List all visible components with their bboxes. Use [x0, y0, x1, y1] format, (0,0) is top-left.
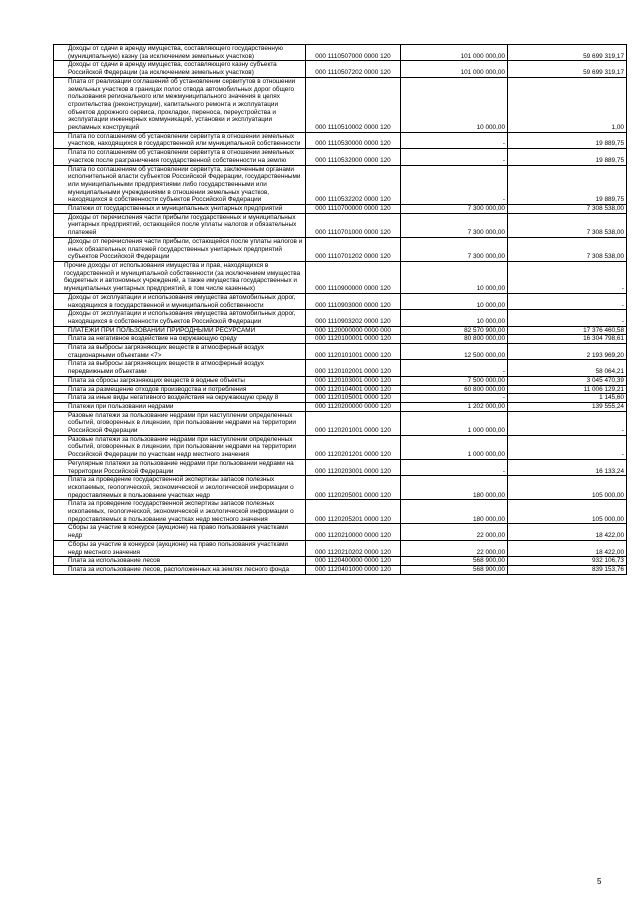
table-row — [54, 459, 627, 475]
row-code: 000 1120101001 0000 120 — [306, 344, 401, 360]
table-row — [54, 310, 627, 326]
row-code: 000 1120103001 0000 120 — [306, 376, 401, 385]
row-fact-amount: 16 133,24 — [508, 459, 627, 475]
row-fact-amount: - — [508, 293, 627, 309]
row-code: 000 1120400000 0000 120 — [306, 557, 401, 566]
row-plan-amount: - — [401, 394, 508, 403]
table-row — [54, 394, 627, 403]
row-plan-amount: 7 300 000,00 — [401, 213, 508, 237]
table-row — [54, 213, 627, 237]
row-code: 000 1120205001 0000 120 — [306, 476, 401, 500]
row-fact-amount: 139 555,24 — [508, 402, 627, 411]
row-plan-amount: 22 000,00 — [401, 524, 508, 540]
row-fact-amount: 59 699 319,17 — [508, 45, 627, 61]
row-name: Доходы от сдачи в аренду имущества, составляющего государственную (муниципальную) казну (за исключением земельных участков) — [54, 45, 306, 61]
row-name: Плата за размещение отходов производства и потребления — [54, 385, 306, 394]
row-code: 000 1110510002 0000 120 — [306, 77, 401, 132]
table-row — [54, 165, 627, 205]
row-fact-amount: 932 106,73 — [508, 557, 627, 566]
row-fact-amount: 19 889,75 — [508, 132, 627, 148]
row-name: Платежи при пользовании недрами — [54, 402, 306, 411]
row-plan-amount: 7 300 000,00 — [401, 237, 508, 261]
row-code: 000 1110701000 0000 120 — [306, 213, 401, 237]
row-fact-amount: - — [508, 411, 627, 435]
row-code: 000 1110700000 0000 120 — [306, 205, 401, 214]
row-fact-amount: - — [508, 435, 627, 459]
row-code: 000 1120210000 0000 120 — [306, 524, 401, 540]
row-plan-amount: - — [401, 149, 508, 165]
table-row — [54, 237, 627, 261]
row-plan-amount: - — [401, 165, 508, 205]
table-row — [54, 566, 627, 575]
row-code: 000 1120104001 0000 120 — [306, 385, 401, 394]
row-plan-amount: 10 000,00 — [401, 261, 508, 293]
row-fact-amount: 2 193 969,20 — [508, 344, 627, 360]
row-name: Доходы от сдачи в аренду имущества, составляющего казну субъекта Российской Федерации (за исключением земельных участков) — [54, 61, 306, 77]
table-row — [54, 476, 627, 500]
row-code: 000 1120000000 0000 000 — [306, 326, 401, 335]
table-row — [54, 132, 627, 148]
row-fact-amount: 11 006 129,21 — [508, 385, 627, 394]
row-code: 000 1110900000 0000 120 — [306, 261, 401, 293]
row-plan-amount: 7 300 000,00 — [401, 205, 508, 214]
row-plan-amount: 1 000 000,00 — [401, 435, 508, 459]
table-row — [54, 385, 627, 394]
row-plan-amount: 7 500 000,00 — [401, 376, 508, 385]
row-fact-amount: 18 422,00 — [508, 524, 627, 540]
table-row — [54, 540, 627, 556]
row-plan-amount: 1 202 000,00 — [401, 402, 508, 411]
row-code: 000 1110532000 0000 120 — [306, 149, 401, 165]
row-plan-amount: 22 000,00 — [401, 540, 508, 556]
row-fact-amount: 105 000,00 — [508, 500, 627, 524]
row-name: Доходы от перечисления части прибыли государственных и муниципальных унитарных предприятий, остающейся после уплаты налогов и обязательных платежей — [54, 213, 306, 237]
row-code: 000 1120201001 0000 120 — [306, 411, 401, 435]
row-fact-amount: 3 045 470,39 — [508, 376, 627, 385]
row-fact-amount: 19 889,75 — [508, 165, 627, 205]
row-code: 000 1120203001 0000 120 — [306, 459, 401, 475]
table-row — [54, 293, 627, 309]
row-name: Плата от реализации соглашений об установлении сервитутов в отношении земельных участков в границах полос отвода автомобильных дорог общего пользования регионального или межмуниципального значения в целях строительства (реконструкции), капитального ремонта и эксплуатации объектов дорожного сервиса, прокладки, переноса, переустройства и эксплуатации инженерных коммуникаций, установки и эксплуатации рекламных конструкций — [54, 77, 306, 132]
row-name: Разовые платежи за пользование недрами при наступлении определенных событий, оговоренных в лицензии, при пользовании недрами на территории Российской Федерации — [54, 411, 306, 435]
row-code: 000 1110532202 0000 120 — [306, 165, 401, 205]
row-name: Прочие доходы от использования имущества и прав, находящихся в государственной и муниципальной собственности (за исключением имущества бюджетных и автономных учреждений, а также имущества государственных и муниципальных унитарных предприятий, в том числе казенных) — [54, 261, 306, 293]
row-name: Сборы за участие в конкурсе (аукционе) на право пользования участками недр местного значения — [54, 540, 306, 556]
row-plan-amount: - — [401, 459, 508, 475]
row-plan-amount: 1 000 000,00 — [401, 411, 508, 435]
row-name: Плата за выбросы загрязняющих веществ в атмосферный воздух передвижными объектами — [54, 360, 306, 376]
row-name: Плата за иные виды негативного воздействия на окружающую среду 8 — [54, 394, 306, 403]
row-code: 000 1120401000 0000 120 — [306, 566, 401, 575]
row-name: Плата за проведение государственной экспертизы запасов полезных ископаемых, геологической, экономической и экологической информации о предоставляемых в пользование участках недр — [54, 476, 306, 500]
table-row — [54, 344, 627, 360]
row-fact-amount: 17 376 460,58 — [508, 326, 627, 335]
row-name: Регулярные платежи за пользование недрами при пользовании недрами на территории Российской Федерации — [54, 459, 306, 475]
row-fact-amount: - — [508, 261, 627, 293]
row-fact-amount: 18 422,00 — [508, 540, 627, 556]
row-name: Плата за выбросы загрязняющих веществ в атмосферный воздух стационарными объектами <7> — [54, 344, 306, 360]
row-plan-amount: 568 900,00 — [401, 566, 508, 575]
row-plan-amount: 180 000,00 — [401, 476, 508, 500]
page-number: 5 — [597, 877, 602, 886]
row-name: Доходы от эксплуатации и использования имущества автомобильных дорог, находящихся в собственности субъектов Российской Федерации — [54, 310, 306, 326]
table-row — [54, 435, 627, 459]
row-code: 000 1120105001 0000 120 — [306, 394, 401, 403]
row-fact-amount: 58 064,21 — [508, 360, 627, 376]
row-name: Разовые платежи за пользование недрами при наступлении определенных событий, оговоренных в лицензии, при пользовании недрами на территории Российской Федерации по участкам недр местного значения — [54, 435, 306, 459]
table-row — [54, 261, 627, 293]
row-name: Доходы от эксплуатации и использования имущества автомобильных дорог, находящихся в государственной и муниципальной собственности — [54, 293, 306, 309]
row-plan-amount: 10 000,00 — [401, 310, 508, 326]
row-code: 000 1120210202 0000 120 — [306, 540, 401, 556]
row-code: 000 1110903000 0000 120 — [306, 293, 401, 309]
row-fact-amount: 1,00 — [508, 77, 627, 132]
row-name: Плата за негативное воздействие на окружающую среду — [54, 335, 306, 344]
row-name: Плата по соглашениям об установлении сервитута, заключенным органами исполнительной власти субъектов Российской Федерации, государственными или муниципальными предприятиями либо государственными или муниципальными учреждениями в отношении земельных участков, находящихся в собственности субъектов Российской Федерации — [54, 165, 306, 205]
row-code: 000 1120200000 0000 120 — [306, 402, 401, 411]
row-name: ПЛАТЕЖИ ПРИ ПОЛЬЗОВАНИИ ПРИРОДНЫМИ РЕСУРСАМИ — [54, 326, 306, 335]
row-code: 000 1110701202 0000 120 — [306, 237, 401, 261]
row-name: Доходы от перечисления части прибыли, остающейся после уплаты налогов и иных обязательных платежей государственных унитарных предприятий субъектов Российской Федерации — [54, 237, 306, 261]
table-row — [54, 411, 627, 435]
table-row — [54, 402, 627, 411]
row-fact-amount: 7 308 538,00 — [508, 205, 627, 214]
row-fact-amount: 7 308 538,00 — [508, 237, 627, 261]
table-row — [54, 500, 627, 524]
table-row — [54, 45, 627, 61]
table-row — [54, 61, 627, 77]
row-code: 000 1110507000 0000 120 — [306, 45, 401, 61]
row-plan-amount: 101 000 000,00 — [401, 45, 508, 61]
row-code: 000 1110903202 0000 120 — [306, 310, 401, 326]
revenue-table — [53, 44, 627, 575]
row-name: Сборы за участие в конкурсе (аукционе) на право пользования участками недр — [54, 524, 306, 540]
row-fact-amount: 16 304 798,61 — [508, 335, 627, 344]
row-name: Плата за использование лесов, расположенных на землях лесного фонда — [54, 566, 306, 575]
row-fact-amount: 839 153,76 — [508, 566, 627, 575]
row-fact-amount: 59 699 319,17 — [508, 61, 627, 77]
table-row — [54, 376, 627, 385]
table-row — [54, 557, 627, 566]
row-plan-amount: 80 800 000,00 — [401, 335, 508, 344]
row-plan-amount: 12 500 000,00 — [401, 344, 508, 360]
row-name: Плата по соглашениям об установлении сервитута в отношении земельных участков, находящихся в государственной или муниципальной собственности — [54, 132, 306, 148]
row-plan-amount: 10 000,00 — [401, 77, 508, 132]
row-fact-amount: - — [508, 310, 627, 326]
table-row — [54, 326, 627, 335]
row-plan-amount: 82 570 900,00 — [401, 326, 508, 335]
row-code: 000 1120205201 0000 120 — [306, 500, 401, 524]
row-code: 000 1120100001 0000 120 — [306, 335, 401, 344]
row-name: Плата по соглашениям об установлении сервитута в отношении земельных участков после разграничения государственной собственности на землю — [54, 149, 306, 165]
row-name: Платежи от государственных и муниципальных унитарных предприятий — [54, 205, 306, 214]
row-fact-amount: 1 145,60 — [508, 394, 627, 403]
table-row — [54, 77, 627, 132]
row-fact-amount: 105 000,00 — [508, 476, 627, 500]
row-name: Плата за проведение государственной экспертизы запасов полезных ископаемых, геологической, экономической и экологической информации о предоставляемых в пользование участках недр местного значения — [54, 500, 306, 524]
row-name: Плата за сбросы загрязняющих веществ в водные объекты — [54, 376, 306, 385]
row-code: 000 1110507202 0000 120 — [306, 61, 401, 77]
row-plan-amount: 180 000,00 — [401, 500, 508, 524]
row-name: Плата за использование лесов — [54, 557, 306, 566]
row-fact-amount: 19 889,75 — [508, 149, 627, 165]
row-plan-amount: 101 000 000,00 — [401, 61, 508, 77]
row-fact-amount: 7 308 538,00 — [508, 213, 627, 237]
row-plan-amount: 10 000,00 — [401, 293, 508, 309]
row-code: 000 1110530000 0000 120 — [306, 132, 401, 148]
row-plan-amount: - — [401, 360, 508, 376]
row-code: 000 1120201201 0000 120 — [306, 435, 401, 459]
table-row — [54, 205, 627, 214]
table-row — [54, 360, 627, 376]
table-row — [54, 335, 627, 344]
table-row — [54, 524, 627, 540]
row-plan-amount: 568 900,00 — [401, 557, 508, 566]
table-row — [54, 149, 627, 165]
row-plan-amount: 60 800 000,00 — [401, 385, 508, 394]
row-code: 000 1120102001 0000 120 — [306, 360, 401, 376]
row-plan-amount: - — [401, 132, 508, 148]
